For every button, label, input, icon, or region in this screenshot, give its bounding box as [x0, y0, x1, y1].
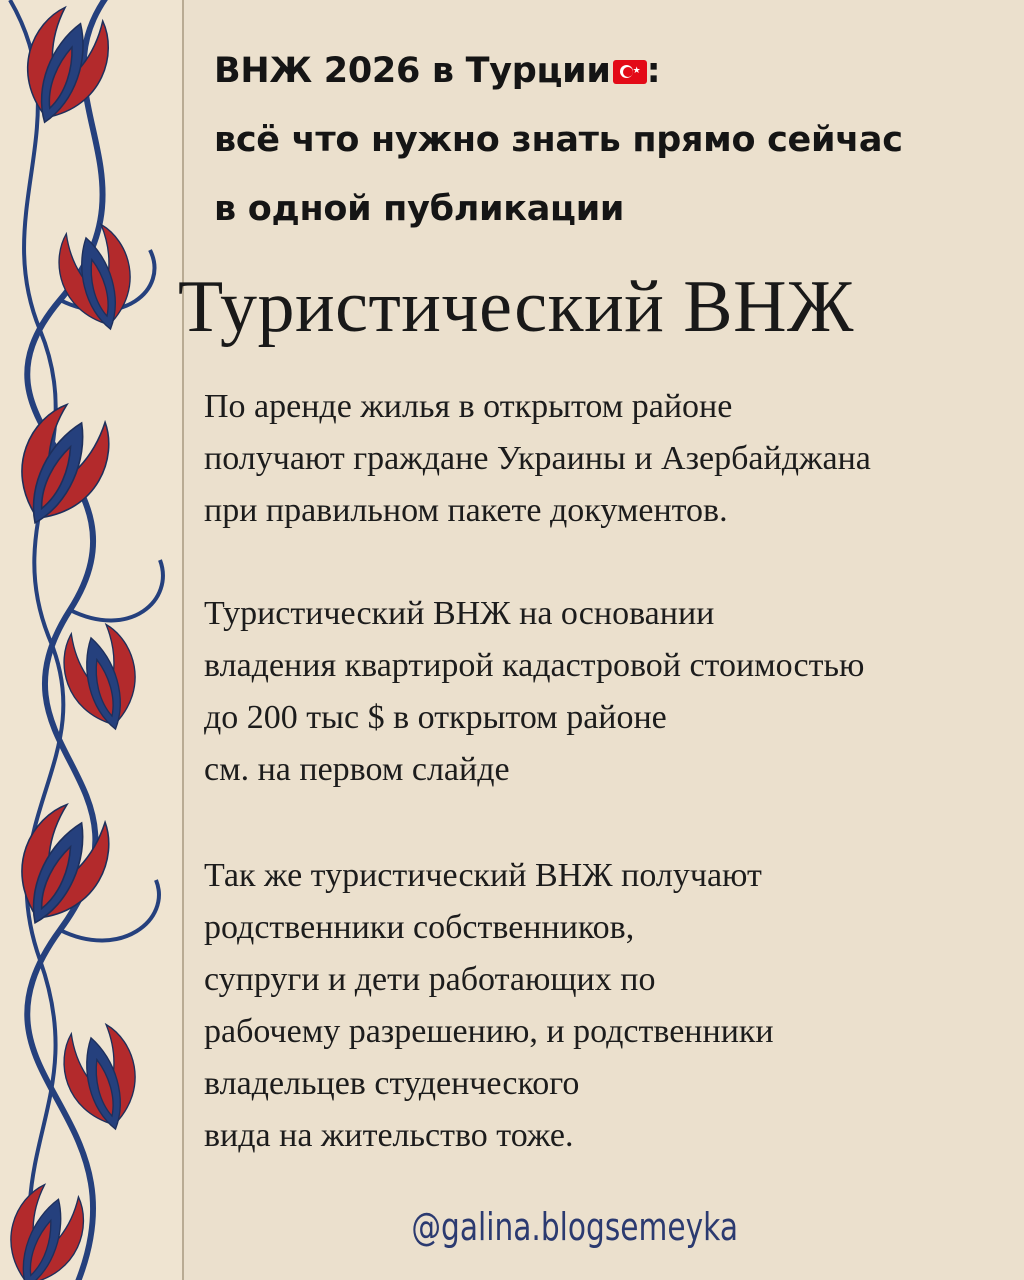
headline-line-3: в одной публикации	[214, 189, 625, 229]
tulip-motif	[0, 396, 123, 540]
headline	[214, 37, 1024, 244]
paragraph-line: Туристический ВНЖ на основании	[204, 595, 715, 632]
headline-line-2: всё что нужно знать прямо сейчас	[214, 120, 903, 160]
headline-line-1: ВНЖ 2026 в Турции ★ :	[214, 51, 661, 91]
paragraph-line: вида на жительство тоже.	[204, 1117, 574, 1154]
paragraph-line: см. на первом слайде	[204, 751, 510, 788]
paragraph-line: По аренде жилья в открытом районе	[204, 388, 733, 425]
section-title: Туристический ВНЖ	[178, 266, 854, 348]
paragraph-line: до 200 тыс $ в открытом районе	[204, 699, 667, 736]
paragraph-line: супруги и дети работающих по	[204, 961, 656, 998]
paragraph-rental	[204, 381, 1004, 537]
turkey-flag-icon: ★	[613, 60, 647, 84]
paragraph-line: владельцев студенческого	[204, 1065, 580, 1102]
paragraph-line: владения квартирой кадастровой стоимостью	[204, 647, 865, 684]
main-content	[178, 0, 1024, 1280]
tulip-ornament-graphic	[0, 0, 183, 1280]
paragraph-property	[204, 588, 1004, 796]
paragraph-line: родственники собственников,	[204, 909, 635, 946]
paragraph-relatives	[204, 850, 1004, 1162]
tulip-motif	[0, 1179, 94, 1280]
paragraph-line: получают граждане Украины и Азербайджана	[204, 440, 871, 477]
tulip-motif	[0, 796, 123, 940]
paragraph-line: рабочему разрешению, и родственники	[204, 1013, 774, 1050]
tulip-motif	[55, 620, 149, 738]
tulip-ornament-border	[0, 0, 183, 1280]
tulip-motif	[9, 1, 121, 135]
paragraph-line: при правильном пакете документов.	[204, 492, 728, 529]
author-handle[interactable]: @galina.blogsemeyka	[411, 1205, 739, 1249]
paragraph-line: Так же туристический ВНЖ получают	[204, 857, 762, 894]
